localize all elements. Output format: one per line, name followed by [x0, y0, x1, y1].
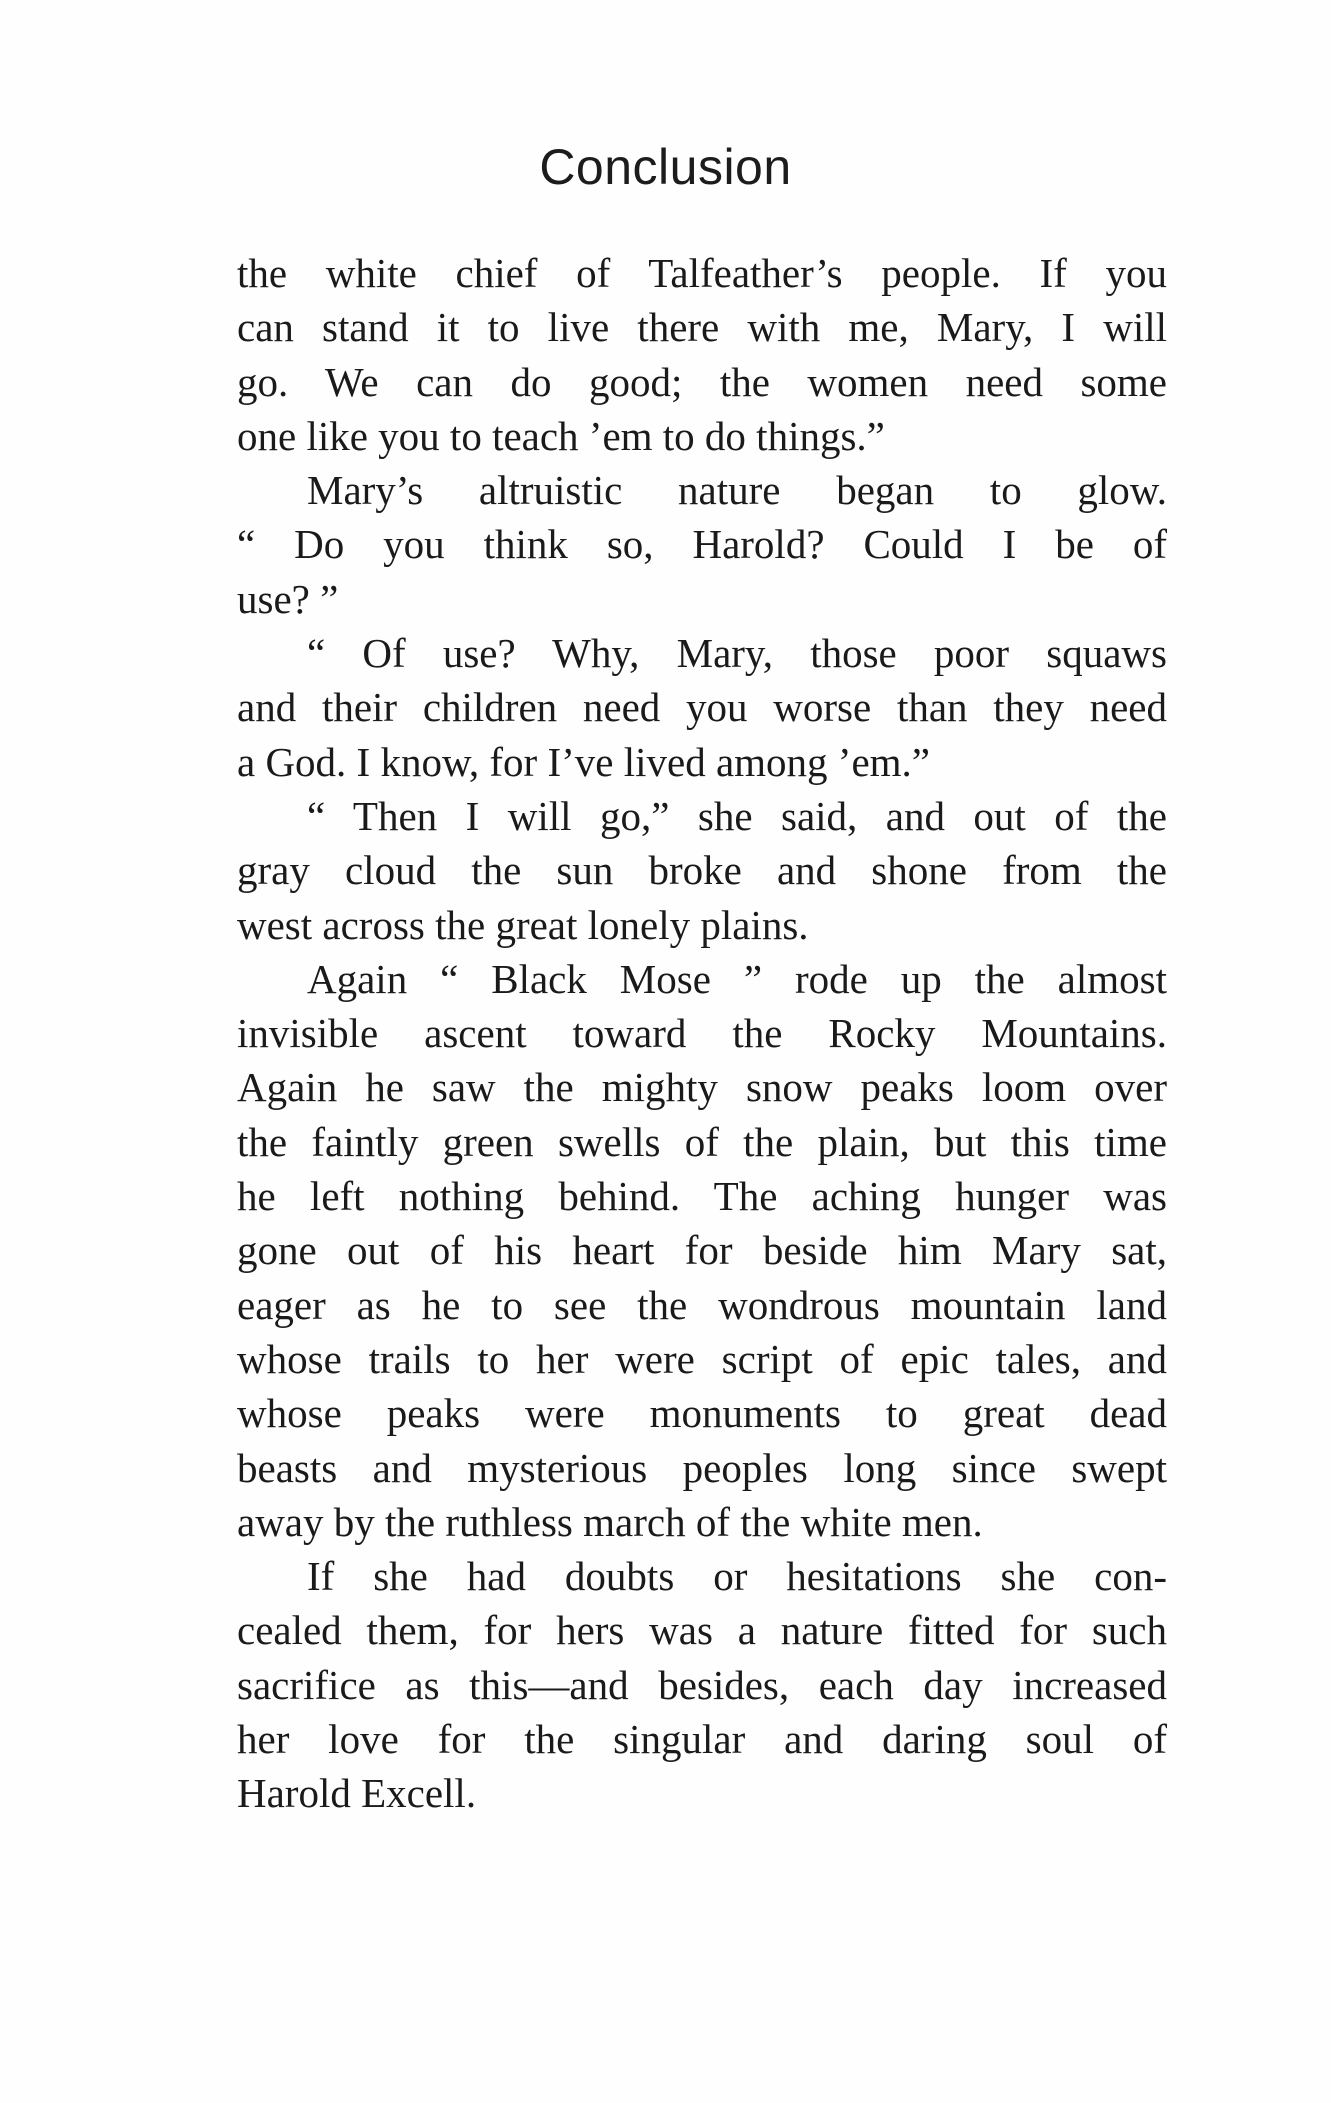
text-line: sacrifice as this—and besides, each day increased	[237, 1661, 1167, 1708]
text-line: eager as he to see the wondrous mountain land	[237, 1281, 1167, 1328]
text-line: Again “ Black Mose ” rode up the almost	[307, 955, 1167, 1002]
text-line: away by the ruthless march of the white men.	[237, 1498, 983, 1545]
text-line: go. We can do good; the women need some	[237, 358, 1167, 405]
text-line: Mary’s altruistic nature began to glow.	[307, 467, 1167, 514]
text-line: invisible ascent toward the Rocky Mountains.	[237, 1010, 1167, 1057]
text-line: Again he saw the mighty snow peaks loom over	[237, 1064, 1167, 1111]
text-line: the faintly green swells of the plain, but this time	[237, 1118, 1167, 1165]
text-line: If she had doubts or hesitations she con-	[307, 1553, 1167, 1600]
text-line: whose trails to her were script of epic tales, and	[237, 1335, 1167, 1382]
text-line: can stand it to live there with me, Mary, I will	[237, 304, 1167, 351]
text-line: whose peaks were monuments to great dead	[237, 1390, 1167, 1437]
text-line: west across the great lonely plains.	[237, 901, 809, 948]
text-line: beasts and mysterious peoples long since swept	[237, 1444, 1167, 1491]
body-text	[237, 246, 1167, 1821]
text-line: Harold Excell.	[237, 1770, 477, 1817]
text-line: “ Then I will go,” she said, and out of the	[307, 792, 1167, 839]
text-line: cealed them, for hers was a nature fitted for such	[237, 1607, 1167, 1654]
text-line: gray cloud the sun broke and shone from the	[237, 847, 1167, 894]
text-line: her love for the singular and daring soul of	[237, 1716, 1167, 1763]
text-line: gone out of his heart for beside him Mary sat,	[237, 1227, 1167, 1274]
text-line: use? ”	[237, 575, 339, 622]
text-line: one like you to teach ’em to do things.”	[237, 412, 885, 459]
text-line: a God. I know, for I’ve lived among ’em.”	[237, 738, 930, 785]
running-head: Conclusion	[539, 139, 792, 195]
text-line: the white chief of Talfeather’s people. If you	[237, 250, 1167, 296]
text-line: “ Of use? Why, Mary, those poor squaws	[307, 630, 1167, 677]
text-line: and their children need you worse than they need	[237, 684, 1167, 731]
text-line: he left nothing behind. The aching hunger was	[237, 1173, 1167, 1220]
text-line: “ Do you think so, Harold? Could I be of	[237, 521, 1167, 568]
